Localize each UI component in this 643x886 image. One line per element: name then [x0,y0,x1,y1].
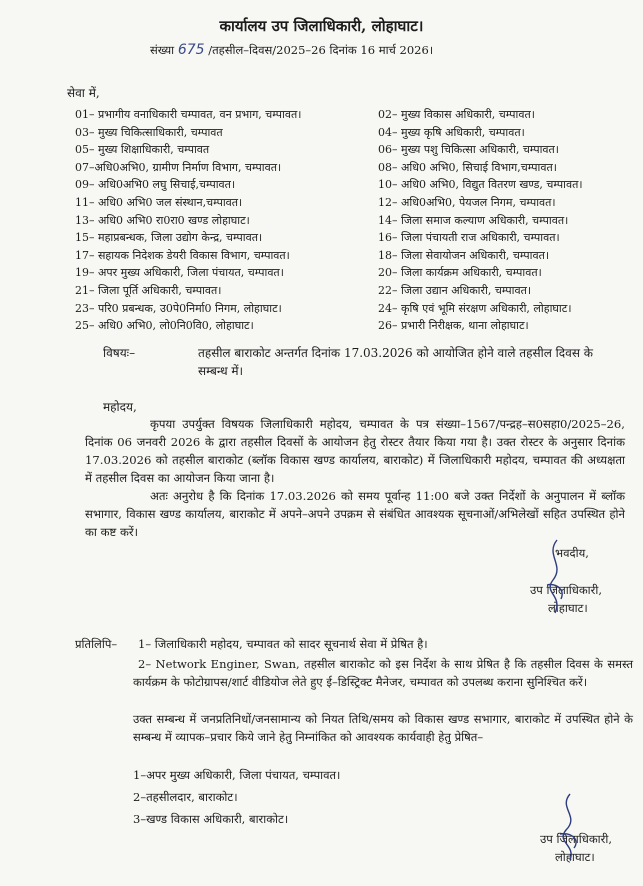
addressee-right: 02– मुख्य विकास अधिकारी, चम्पावत। [378,108,535,121]
greeting: महोदय, [103,400,137,414]
subject-label: विषयः– [103,346,136,360]
ref-number-handwritten: 675 [177,42,205,58]
addressee-right: 14– जिला समाज कल्याण अधिकारी, चम्पावत। [378,213,569,227]
salutation: सेवा में, [67,86,100,100]
copy-recipient: 2–तहसीलदार, बाराकोट। [133,790,238,804]
closing: भवदीय, [555,546,589,560]
body-paragraph-2: अतः अनुरोध है कि दिनांक 17.03.2026 को समय पूर्वान्ह 11:00 बजे उक्त निर्देशों के अनुपालन में ब्लॉक सभागार, विकास खण्ड कार्यालय, बाराकोट में अपने–अपने उपक्रम से संबंधित आवश्यक सूचनाओं/अभिलेखों सहित उपस्थित होने का कष्ट करें। [85,489,625,539]
addressee-left: 19– अपर मुख्य अधिकारी, जिला पंचायत, चम्पावत। [75,266,284,280]
addressee-left: 25– अधि0 अभि0, लो0नि0वि0, लोहाघाट। [75,319,254,333]
addressee-left: 05– मुख्य शिक्षाधिकारी, चम्पावत [75,143,210,157]
addressee-right: 10– अधि0 अभि0, विद्युत वितरण खण्ड, चम्पावत। [378,178,583,192]
addressee-left: 23– परि0 प्रबन्धक, उ0पे0निर्मा0 निगम, लोहाघाट। [75,301,282,315]
addressee-right: 06– मुख्य पशु चिकित्सा अधिकारी, चम्पावत। [378,143,559,157]
addressee-right: 24– कृषि एवं भूमि संरक्षण अधिकारी, लोहाघाट। [378,301,572,315]
copy-recipient: 1–अपर मुख्य अधिकारी, जिला पंचायत, चम्पावत। [133,768,341,782]
addressee-right: 08– अधि0 अभि0, सिचाई विभाग,चम्पावत। [378,160,557,174]
addressee-right: 26– प्रभारी निरीक्षक, थाना लोहाघाट। [378,319,529,333]
copy-item-1: 1– जिलाधिकारी महोदय, चम्पावत को सादर सूचनार्थ सेवा में प्रेषित है। [138,637,428,651]
addressee-right: 18– जिला सेवायोजन अधिकारी, चम्पावत। [378,248,550,262]
signature2-place: लोहाघाट। [555,850,595,864]
copy-item-3: उक्त सम्बन्ध में जनप्रतिनिधों/जनसामान्य को नियत तिथि/समय को विकास खण्ड सभागार, बाराकोट में उपस्थित होने के सम्बन्ध में व्यापक–प्रचार किये जाने हेतु निम्नांकित को आवश्यक कार्यवाही हेतु प्रेषित– [133,712,633,744]
ref-suffix: /तहसील–दिवस/2025–26 दिनांक 16 मार्च 2026। [208,43,434,57]
addressee-right: 20– जिला कार्यक्रम अधिकारी, चम्पावत। [378,266,542,280]
ref-prefix: संख्या [150,43,175,57]
addressee-right: 22– जिला उद्यान अधिकारी, चम्पावत। [378,284,532,297]
signature1-designation: उप जिलाधिकारी, [530,583,602,597]
office-title: कार्यालय उप जिलाधिकारी, लोहाघाट। [219,17,424,35]
addressee-left: 07–अधि0अभि0, ग्रामीण निर्माण विभाग, चम्पावत। [75,160,282,174]
signature2-designation: उप जिलाधिकारी, [540,832,612,846]
addressee-right: 04– मुख्य कृषि अधिकारी, चम्पावत। [378,125,525,139]
addressee-left: 09– अधि0अभि0 लघु सिचाई,चम्पावत। [75,178,236,192]
signature1-scribble [535,535,580,620]
copy-label: प्रतिलिपि– [75,637,118,651]
addressee-right: 12– अधि0अभि0, पेयजल निगम, चम्पावत। [378,196,556,209]
body-paragraph-1: कृपया उपर्युक्त विषयक जिलाधिकारी महोदय, चम्पावत के पत्र संख्या–1567/पन्द्रह–स0सहा0/2025–26, दिनांक 06 जनवरी 2026 के द्वारा तहसील दिवसों के आयोजन हेतु रोस्टर तैयार किया गया है। उक्त रोस्टर के अनुसार दिनांक 17.03.2026 को तहसील बाराकोट (ब्लॉक विकास खण्ड कार्यालय, बाराकोट) में जिलाधिकारी महोदय, चम्पावत की अध्यक्षता में तहसील दिवस का आयोजन किया जाना है। [85,417,625,485]
signature2-scribble [550,790,595,865]
addressee-left: 17– सहायक निदेशक डेयरी विकास विभाग, चम्पावत। [75,248,290,262]
addressee-left: 01– प्रभागीय वनाधिकारी चम्पावत, वन प्रभाग, चम्पावत। [75,108,302,121]
copy-item-2: 2– Network Enginer, Swan, तहसील बाराकोट को इस निर्देश के साथ प्रेषित है कि तहसील दिवस के समस्त कार्यक्रम के फोटोग्रापस/शार्ट वीडियोज लेते हुए ई–डिस्ट्रिक्ट मैनेजर, चम्पावत को उपलब्ध कराना सुनिश्चित करें। [133,657,633,689]
reference-line [150,42,433,58]
copy-recipient: 3–खण्ड विकास अधिकारी, बाराकोट। [133,812,289,826]
subject-text: तहसील बाराकोट अन्तर्गत दिनांक 17.03.2026 को आयोजित होने वाले तहसील दिवस के सम्बन्ध में। [198,346,593,378]
addressee-left: 13– अधि0 अभि0 रा0रा0 खण्ड लोहाघाट। [75,213,250,227]
addressee-left: 21– जिला पूर्ति अधिकारी, चम्पावत। [75,284,222,297]
addressee-right: 16– जिला पंचायती राज अधिकारी, चम्पावत। [378,231,560,245]
signature1-place: लोहाघाट। [548,601,588,615]
addressee-left: 11– अधि0 अभि0 जल संस्थान,चम्पावत। [75,196,243,209]
addressee-left: 03– मुख्य चिकित्साधिकारी, चम्पावत [75,125,223,139]
addressee-left: 15– महाप्रबन्धक, जिला उद्योग केन्द्र, चम्पावत। [75,231,263,245]
